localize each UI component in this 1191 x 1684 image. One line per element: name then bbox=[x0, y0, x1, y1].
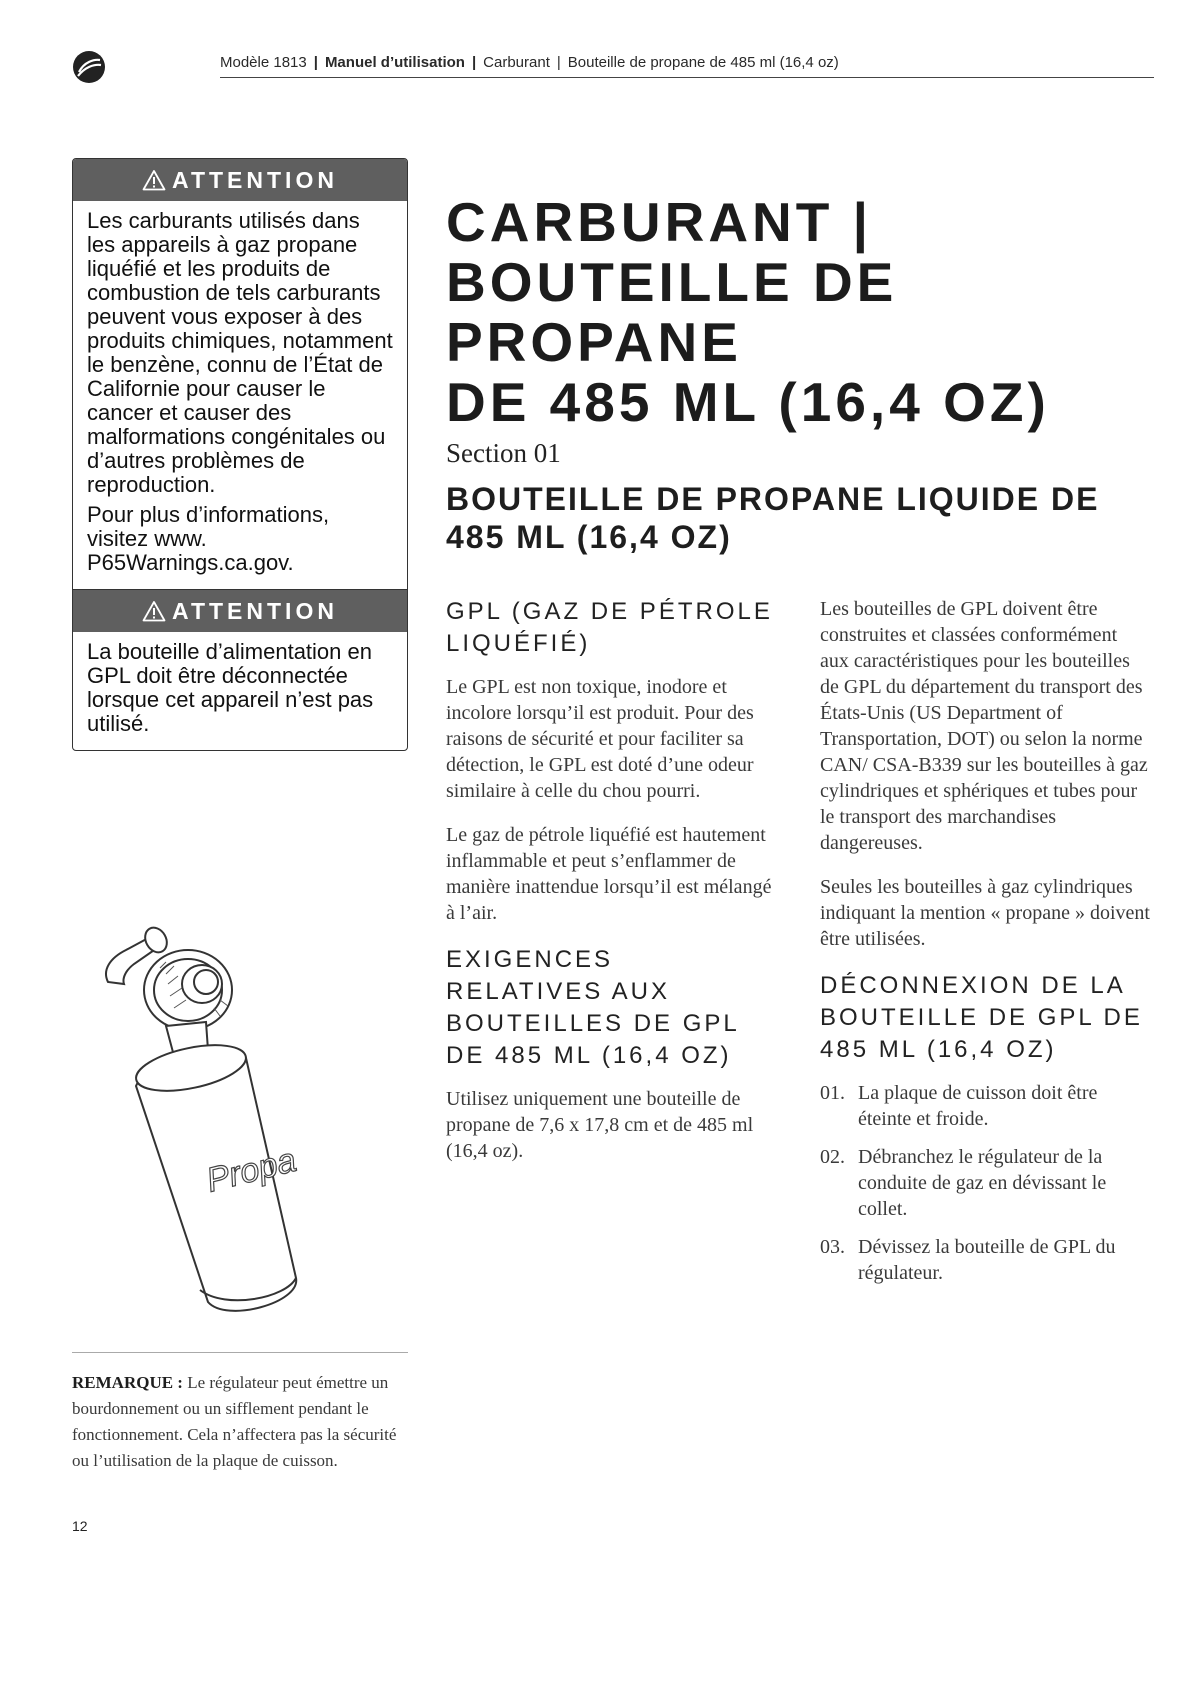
section-title: BOUTEILLE DE PROPANE LIQUIDE DE 485 ML (16,4 OZ) bbox=[446, 481, 1100, 555]
warning-text: Les carburants utilisés dans les appareils à gaz propane liquéfié et les produits de combustion de tels carburants peuvent vous exposer à des produits chimiques, notamment le benzène, connu de l’État de Californie pour causer le cancer et causer des malformations congénitales ou d’autres problèmes de reproduction. bbox=[87, 208, 393, 497]
note-divider bbox=[72, 1352, 408, 1353]
heading-requirements: EXIGENCES RELATIVES AUX BOUTEILLES DE GPL DE 485 ML (16,4 OZ) bbox=[446, 946, 739, 1069]
warning-header bbox=[73, 590, 407, 632]
header-divider bbox=[220, 77, 1154, 78]
page-title: CARBURANT | BOUTEILLE DE PROPANE DE 485 ML (16,4 OZ) bbox=[446, 191, 1050, 433]
list-item: 03. Dévissez la bouteille de GPL du régulateur. bbox=[820, 1236, 1116, 1284]
paragraph: Utilisez uniquement une bouteille de propane de 7,6 x 17,8 cm et de 485 ml (16,4 oz). bbox=[446, 1088, 754, 1162]
warning-header bbox=[73, 159, 407, 201]
header-section: Carburant bbox=[483, 54, 550, 71]
warning-label: ATTENTION bbox=[172, 597, 338, 624]
brand-logo-icon bbox=[72, 50, 106, 84]
list-item: 01. La plaque de cuisson doit être éteinte et froide. bbox=[820, 1082, 1098, 1130]
warning-text: La bouteille d’alimentation en GPL doit être déconnectée lorsque cet appareil n’est pas utilisé. bbox=[87, 639, 374, 736]
warning-label: ATTENTION bbox=[172, 166, 338, 193]
page-number: 12 bbox=[72, 1518, 88, 1534]
heading-disconnection: DÉCONNEXION DE LA BOUTEILLE DE GPL DE 485 ML (16,4 OZ) bbox=[820, 972, 1143, 1063]
content-column-left bbox=[446, 596, 776, 1182]
header-manual: Manuel d’utilisation bbox=[324, 54, 465, 71]
paragraph: Le GPL est non toxique, inodore et incolore lorsqu’il est produit. Pour des raisons de sécurité et pour faciliter sa détection, le GPL est doté d’une odeur similaire à celle du chou pourri. bbox=[446, 676, 754, 802]
note bbox=[72, 1370, 408, 1474]
running-header: Modèle 1813 | Manuel d’utilisation | Carburant | Bouteille de propane de 485 ml (16,4 oz) bbox=[220, 54, 839, 71]
header-topic: Bouteille de propane de 485 ml (16,4 oz) bbox=[567, 54, 839, 71]
propane-bottle-illustration bbox=[96, 918, 326, 1330]
note-text: Le régulateur peut émettre un bourdonnement ou un sifflement pendant le fonctionnement. Cela n’affectera pas la sécurité ou l’utilisation de la plaque de cuisson. bbox=[72, 1373, 397, 1470]
warning-panel bbox=[72, 158, 408, 751]
paragraph: Le gaz de pétrole liquéfié est hautement inflammable et peut s’enflammer de manière inattendue lorsqu’il est mélangé à l’air. bbox=[446, 824, 772, 924]
note-label: REMARQUE : bbox=[72, 1373, 183, 1392]
warning-body bbox=[73, 632, 407, 750]
header-model: Modèle 1813 bbox=[220, 54, 307, 71]
bottle-label: Propa bbox=[202, 1140, 300, 1200]
paragraph: Les bouteilles de GPL doivent être construites et classées conformément aux caractéristiques pour les bouteilles de GPL du département du transport des États-Unis (US Department of Transportation, DOT) ou selon la norme CAN/ CSA-B339 sur les bouteilles à gaz cylindriques et sphériques et tubes pour le transport des marchandises dangereuses. bbox=[820, 598, 1148, 854]
content-column-right bbox=[820, 596, 1150, 1298]
heading-gpl: GPL (GAZ DE PÉTROLE LIQUÉFIÉ) bbox=[446, 598, 773, 657]
warning-body bbox=[73, 201, 407, 589]
warning-text-link: Pour plus d’informations, visitez www. P65Warnings.ca.gov. bbox=[87, 502, 330, 575]
section-label: Section 01 bbox=[446, 438, 561, 468]
list-item: 02. Débranchez le régulateur de la conduite de gaz en dévissant le collet. bbox=[820, 1146, 1107, 1220]
paragraph: Seules les bouteilles à gaz cylindriques indiquant la mention « propane » doivent être utilisées. bbox=[820, 876, 1150, 950]
steps-list bbox=[820, 1080, 1150, 1286]
warning-triangle-icon bbox=[142, 169, 166, 191]
warning-triangle-icon bbox=[142, 600, 166, 622]
